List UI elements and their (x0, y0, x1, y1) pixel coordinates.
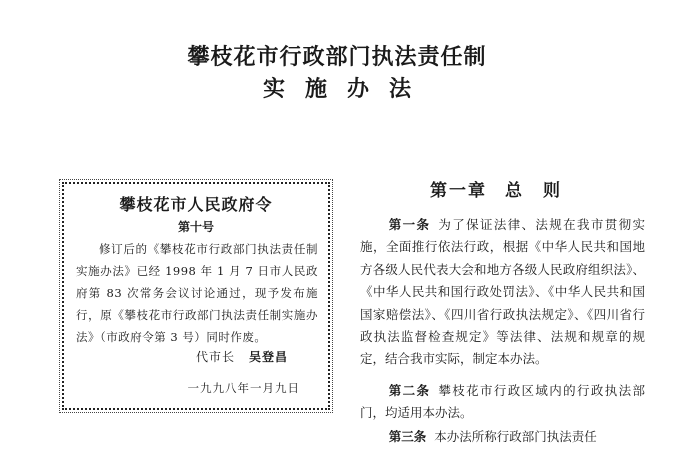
article-label: 第二条 (388, 383, 431, 398)
decree-box (62, 182, 330, 410)
article-text: 本办法所称行政部门执法责任 (434, 429, 597, 444)
article-text: 攀枝花市行政区域内的行政执法部门，均适用本办法。 (360, 383, 645, 421)
article-label: 第一条 (388, 217, 431, 232)
article-text: 为了保证法律、法规在我市贯彻实施，全面推行依法行政，根据《中华人民共和国地方各级人民代表大会和地方各级人民政府组织法》、《中华人民共和国行政处罚法》、《中华人民共和国国家赔偿法》、《四川省行政执法规定》、《四川省行政执法监督检查规定》等法律、法规和规章的规定，结合我市实际，制定本办法。 (360, 217, 645, 367)
decree-body: 修订后的《攀枝花市行政部门执法责任制实施办法》已经 1998 年 1 月 7 日市人民政府第 83 次常务会议讨论通过，现予发布施行，原《攀枝花市行政部门执法责任制实施办法》（市政府令第 3 号）同时作废。 (76, 242, 318, 344)
article-label: 第三条 (388, 429, 427, 444)
article-3 (360, 426, 645, 448)
document-subtitle: 实施办法 (262, 77, 431, 102)
chapter-heading (430, 176, 562, 201)
decree-signature (196, 348, 288, 365)
chapter-title: 总 则 (505, 181, 562, 201)
decree-date: 一九九八年一月九日 (187, 381, 300, 395)
article-2 (360, 380, 645, 425)
article-1 (360, 214, 645, 371)
signatory-role: 代市长 (195, 350, 235, 364)
decree-heading: 攀枝花市人民政府令 (119, 195, 273, 214)
signatory-name: 吴登昌 (248, 350, 288, 364)
chapter-number: 第一章 (430, 181, 487, 201)
document-title: 攀枝花市行政部门执法责任制 (187, 45, 487, 70)
decree-number: 第十号 (177, 220, 214, 234)
